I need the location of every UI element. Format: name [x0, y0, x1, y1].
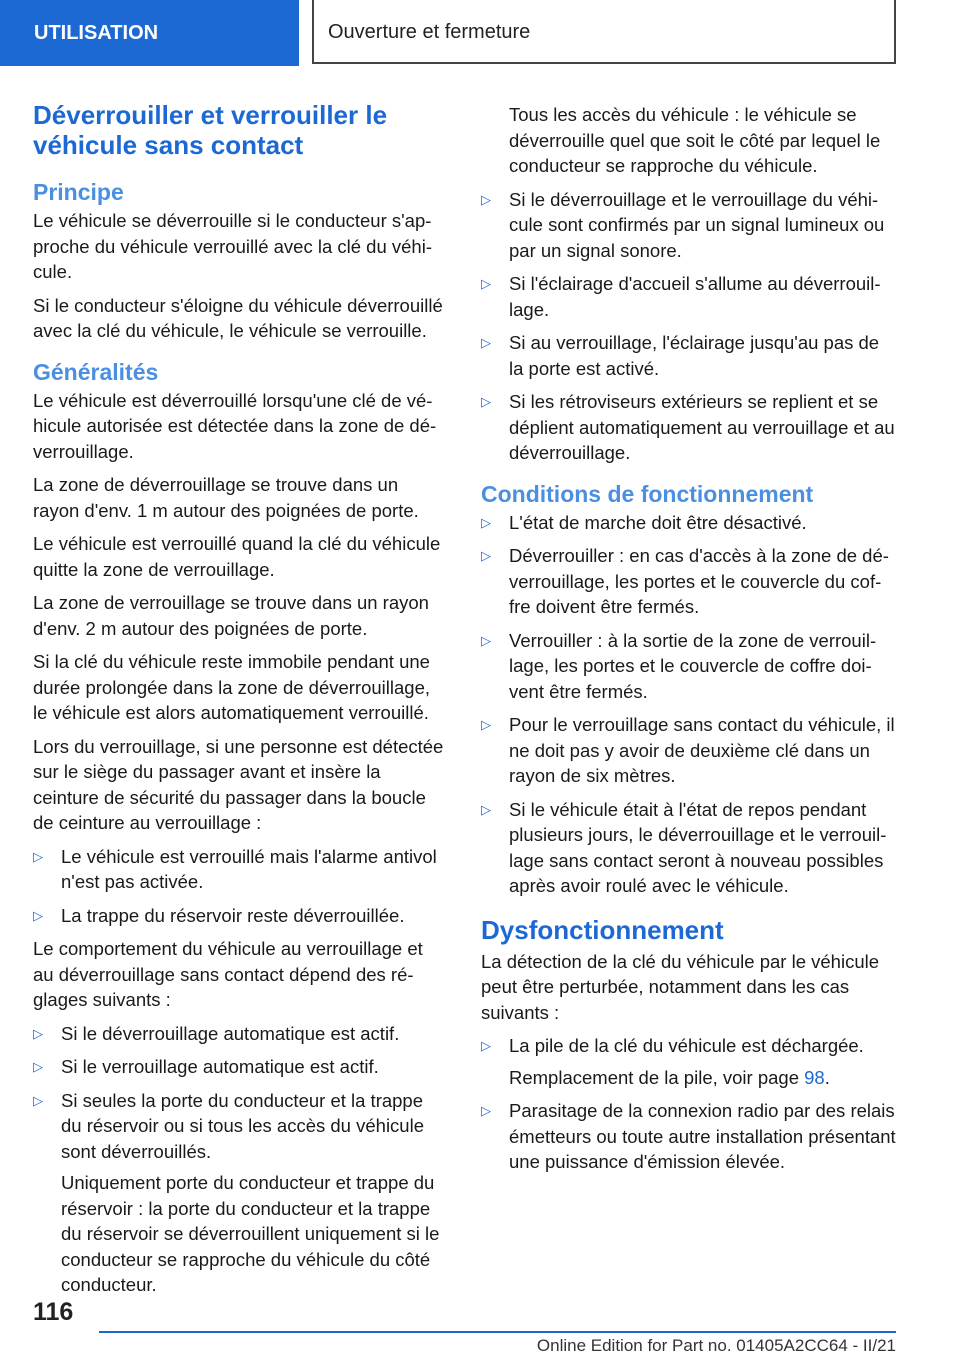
paragraph: Si le conducteur s'éloigne du véhicule déverrouillé avec la clé du véhicule, le véhicule se verrouille.: [33, 294, 443, 341]
list-item: ▷ Verrouiller : à la sortie de la zone de verrouillage, les portes et le couvercle de coffre doivent être fermés.: [481, 629, 877, 702]
triangle-bullet-icon: ▷: [481, 801, 491, 817]
paragraph: Si la clé du véhicule reste immobile pendant une durée prolongée dans la zone de déverrouillage, le véhicule est alors automatiquement verrouillé.: [33, 651, 431, 723]
section-tab: UTILISATION: [0, 0, 299, 66]
page-reference-link[interactable]: 98: [804, 1066, 825, 1088]
bullet-list: [33, 844, 447, 929]
triangle-bullet-icon: ▷: [33, 1025, 43, 1041]
bullet-list: [481, 1033, 896, 1175]
triangle-bullet-icon: ▷: [481, 548, 491, 563]
list-item-continued: Tous les accès du véhicule : le véhicule se déverrouille quel que soit le côté par lequel le conducteur se rapproche du véhicule.: [509, 104, 881, 176]
triangle-bullet-icon: ▷: [481, 514, 491, 530]
triangle-bullet-icon: ▷: [481, 394, 491, 409]
paragraph: La détection de la clé du véhicule par le véhicule peut être perturbée, notamment dans les cas suivants :: [481, 950, 880, 1023]
list-item: ▷ La trappe du réservoir reste déverrouillée.: [33, 903, 447, 929]
heading-generalites: Généralités: [33, 358, 159, 385]
triangle-bullet-icon: ▷: [481, 632, 491, 648]
paragraph: Le véhicule est déverrouillé lorsqu'une clé de véhicule autorisée est détectée dans la zone de déverrouillage.: [33, 389, 437, 462]
list-item: ▷ Si le déverrouillage automatique est actif.: [33, 1021, 447, 1047]
footer-divider: [99, 1331, 896, 1333]
list-item: ▷ Si le verrouillage automatique est actif.: [33, 1054, 447, 1080]
triangle-bullet-icon: ▷: [481, 335, 491, 350]
list-item: ▷ Parasitage de la connexion radio par des relais émetteurs ou toute autre installation présentant une puissance d'émission élevée.: [481, 1100, 896, 1172]
triangle-bullet-icon: ▷: [481, 717, 491, 732]
triangle-bullet-icon: ▷: [33, 848, 43, 864]
list-item: ▷ Si le déverrouillage et le verrouillage du véhicule sont confirmés par un signal lumineux ou par un signal sonore.: [481, 188, 885, 261]
list-item: ▷ Si seules la porte du conducteur et la trappe du réservoir ou si tous les accès du véhicule sont déverrouillés. Uniquement porte du conducteur et trappe du réservoir : la porte du conducteur et la trappe du réservoir se déverrouillent uniquement si le conducteur se rapproche du véhicule du côté conducteur.: [33, 1088, 447, 1298]
list-item: ▷ Le véhicule est verrouillé mais l'alarme antivol n'est pas activée.: [33, 845, 437, 892]
paragraph: La zone de verrouillage se trouve dans un rayon d'env. 2 m autour des poignées de porte.: [33, 592, 429, 639]
bullet-list: [481, 510, 896, 899]
heading-dysfonctionnement: Dysfonctionnement: [481, 914, 724, 945]
bullet-list: [33, 1021, 447, 1298]
bullet-list-continued: [481, 102, 896, 179]
triangle-bullet-icon: ▷: [33, 907, 43, 923]
paragraph: Le comportement du véhicule au verrouillage et au déverrouillage sans contact dépend des réglages suivants :: [33, 938, 423, 1010]
paragraph: La zone de déverrouillage se trouve dans un rayon d'env. 1 m autour des poignées de porte.: [33, 474, 419, 521]
list-item: ▷ L'état de marche doit être désactivé.: [481, 510, 896, 536]
paragraph: Lors du verrouillage, si une personne est détectée sur le siège du passager avant et insère la ceinture de sécurité du passager dans la boucle de ceinture au verrouillage :: [33, 735, 444, 833]
triangle-bullet-icon: ▷: [481, 276, 491, 291]
page-number: 116: [33, 1298, 74, 1326]
heading-conditions: Conditions de fonctionnement: [481, 480, 814, 507]
bullet-list: [481, 187, 896, 466]
triangle-bullet-icon: ▷: [33, 1059, 43, 1074]
triangle-bullet-icon: ▷: [481, 1038, 491, 1053]
paragraph: Le véhicule se déverrouille si le conducteur s'approche du véhicule verrouillé avec la clé du véhicule.: [33, 210, 433, 282]
triangle-bullet-icon: ▷: [481, 191, 491, 207]
page-header: [0, 0, 960, 66]
list-item: ▷ Si le véhicule était à l'état de repos pendant plusieurs jours, le déverrouillage et le verrouillage sans contact seront à nouveau possibles après avoir roulé avec le véhicule.: [481, 798, 887, 896]
paragraph: Le véhicule est verrouillé quand la clé du véhicule quitte la zone de verrouillage.: [33, 533, 441, 580]
chapter-title: Ouverture et fermeture: [312, 0, 896, 64]
page-title: Déverrouiller et verrouiller le véhicule sans contact: [33, 100, 388, 160]
right-column: [481, 102, 896, 1183]
list-item: ▷ La pile de la clé du véhicule est déchargée. Remplacement de la pile, voir page 98.: [481, 1033, 896, 1090]
list-item-subtext: Uniquement porte du conducteur et trappe du réservoir : la porte du conducteur et la trappe du réservoir se déverrouillent uniquement si le conducteur se rapproche du véhicule du côté conducteur.: [61, 1172, 440, 1295]
heading-principe: Principe: [33, 179, 124, 205]
list-item: ▷ Déverrouiller : en cas d'accès à la zone de déverrouillage, les portes et le couvercle du coffre doivent être fermés.: [481, 545, 889, 617]
list-item: ▷ Si les rétroviseurs extérieurs se replient et se déplient automatiquement au verrouillage et au déverrouillage.: [481, 391, 895, 463]
triangle-bullet-icon: ▷: [481, 1103, 491, 1118]
list-item: ▷ Si l'éclairage d'accueil s'allume au déverrouillage.: [481, 273, 881, 320]
triangle-bullet-icon: ▷: [33, 1092, 43, 1108]
footer-edition: Online Edition for Part no. 01405A2CC64 - II/21: [536, 1336, 896, 1355]
list-item: ▷ Si au verrouillage, l'éclairage jusqu'au pas de la porte est activé.: [481, 332, 880, 379]
list-item-subtext: Remplacement de la pile, voir page 98.: [509, 1066, 830, 1088]
list-item: ▷ Pour le verrouillage sans contact du véhicule, il ne doit pas y avoir de deuxième clé dans un rayon de six mètres.: [481, 714, 895, 786]
left-column: [33, 100, 447, 1306]
